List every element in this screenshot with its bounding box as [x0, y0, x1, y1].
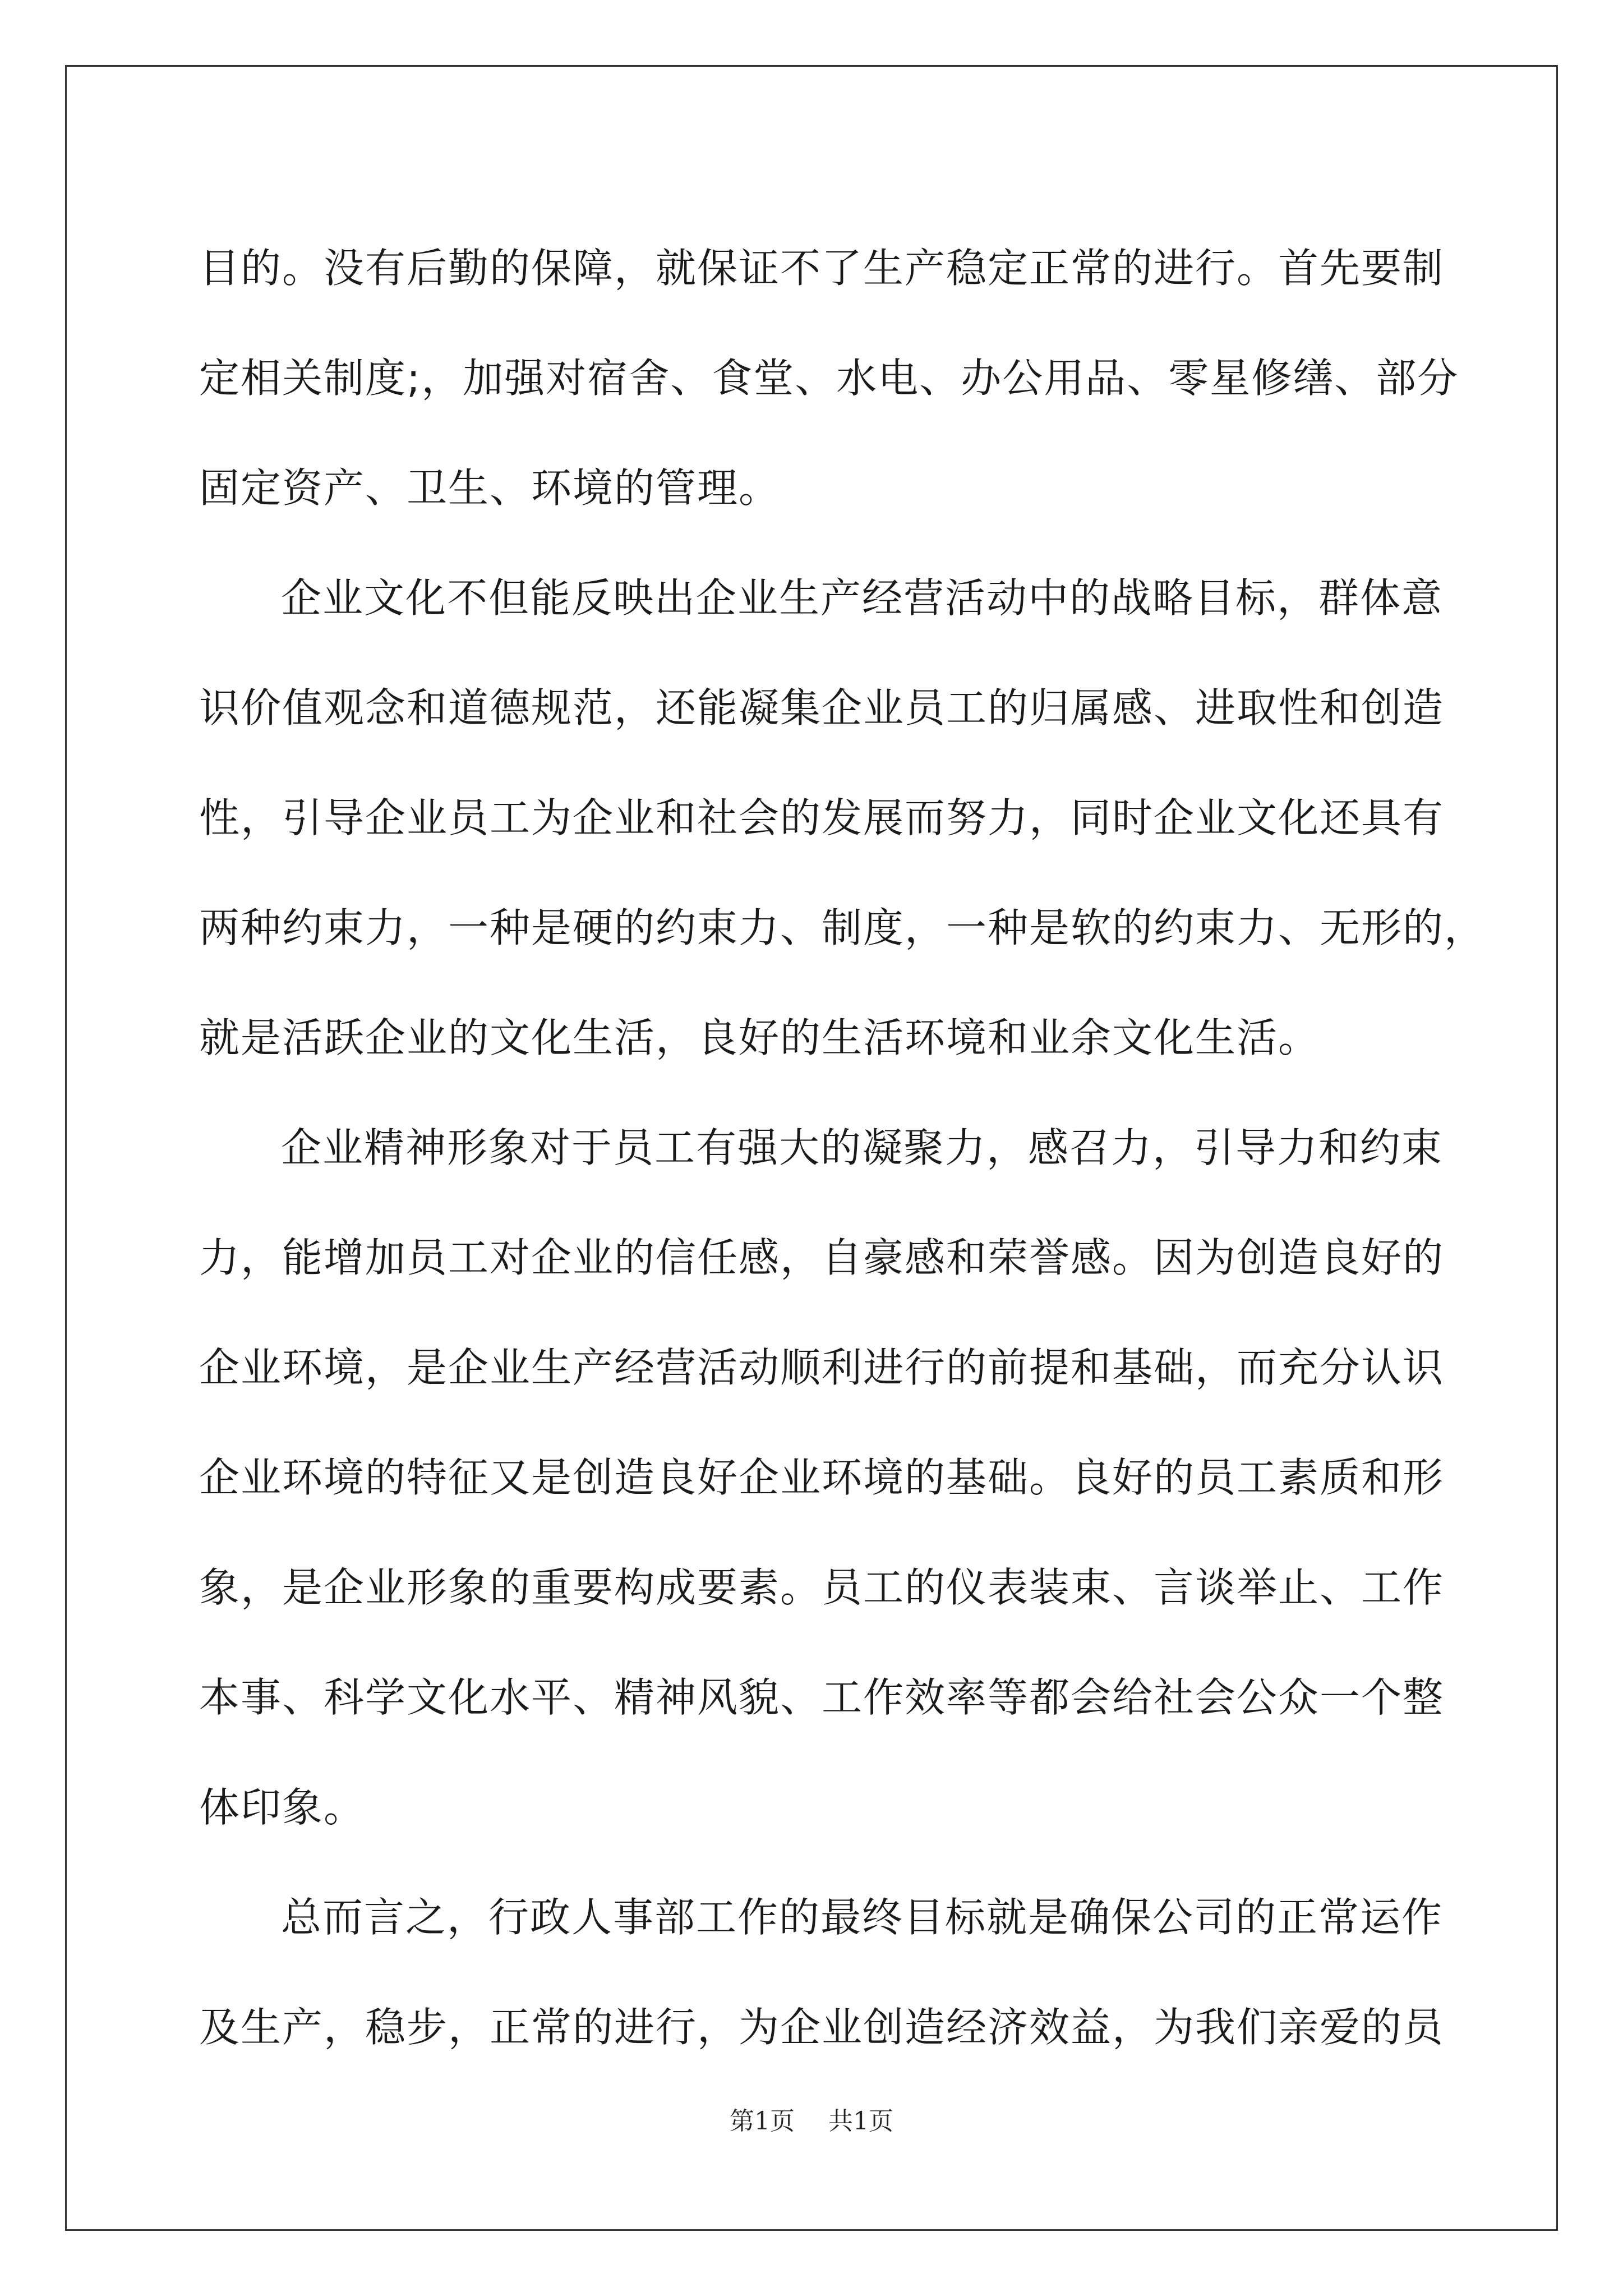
body-line: 企业环境的特征又是创造良好企业环境的基础。良好的员工素质和形: [199, 1454, 1445, 1501]
body-line: 识价值观念和道德规范，还能凝集企业员工的归属感、进取性和创造: [199, 684, 1445, 731]
body-line: 本事、科学文化水平、精神风貌、工作效率等都会给社会公众一个整: [199, 1674, 1445, 1721]
body-line: 体印象。: [199, 1784, 366, 1831]
body-line: 象，是企业形象的重要构成要素。员工的仪表装束、言谈举止、工作: [199, 1564, 1445, 1611]
page-number: 第1页: [730, 2107, 795, 2136]
body-line: 就是活跃企业的文化生活，良好的生活环境和业余文化生活。: [199, 1014, 1320, 1061]
body-line: 两种约束力，一种是硬的约束力、制度，一种是软的约束力、无形的，: [199, 904, 1486, 951]
page-footer: [0, 2101, 1623, 2137]
paragraph-start-line: 总而言之，行政人事部工作的最终目标就是确保公司的正常运作: [281, 1894, 1444, 1941]
body-line: 企业环境，是企业生产经营活动顺利进行的前提和基础，而充分认识: [199, 1344, 1445, 1391]
body-line: 力，能增加员工对企业的信任感，自豪感和荣誉感。因为创造良好的: [199, 1234, 1445, 1281]
body-line: 及生产，稳步，正常的进行，为企业创造经济效益，为我们亲爱的员: [199, 2004, 1445, 2051]
body-line: 性，引导企业员工为企业和社会的发展而努力，同时企业文化还具有: [199, 794, 1445, 841]
body-line: 固定资产、卫生、环境的管理。: [199, 464, 781, 512]
document-body: [199, 213, 1486, 2082]
body-line: 目的。没有后勤的保障，就保证不了生产稳定正常的进行。首先要制: [199, 245, 1445, 292]
page-total: 共1页: [828, 2107, 893, 2136]
body-line: 定相关制度;，加强对宿舍、食堂、水电、办公用品、零星修缮、部分: [199, 355, 1459, 402]
paragraph-start-line: 企业文化不但能反映出企业生产经营活动中的战略目标，群体意: [281, 574, 1444, 622]
paragraph-start-line: 企业精神形象对于员工有强大的凝聚力，感召力，引导力和约束: [281, 1124, 1444, 1171]
